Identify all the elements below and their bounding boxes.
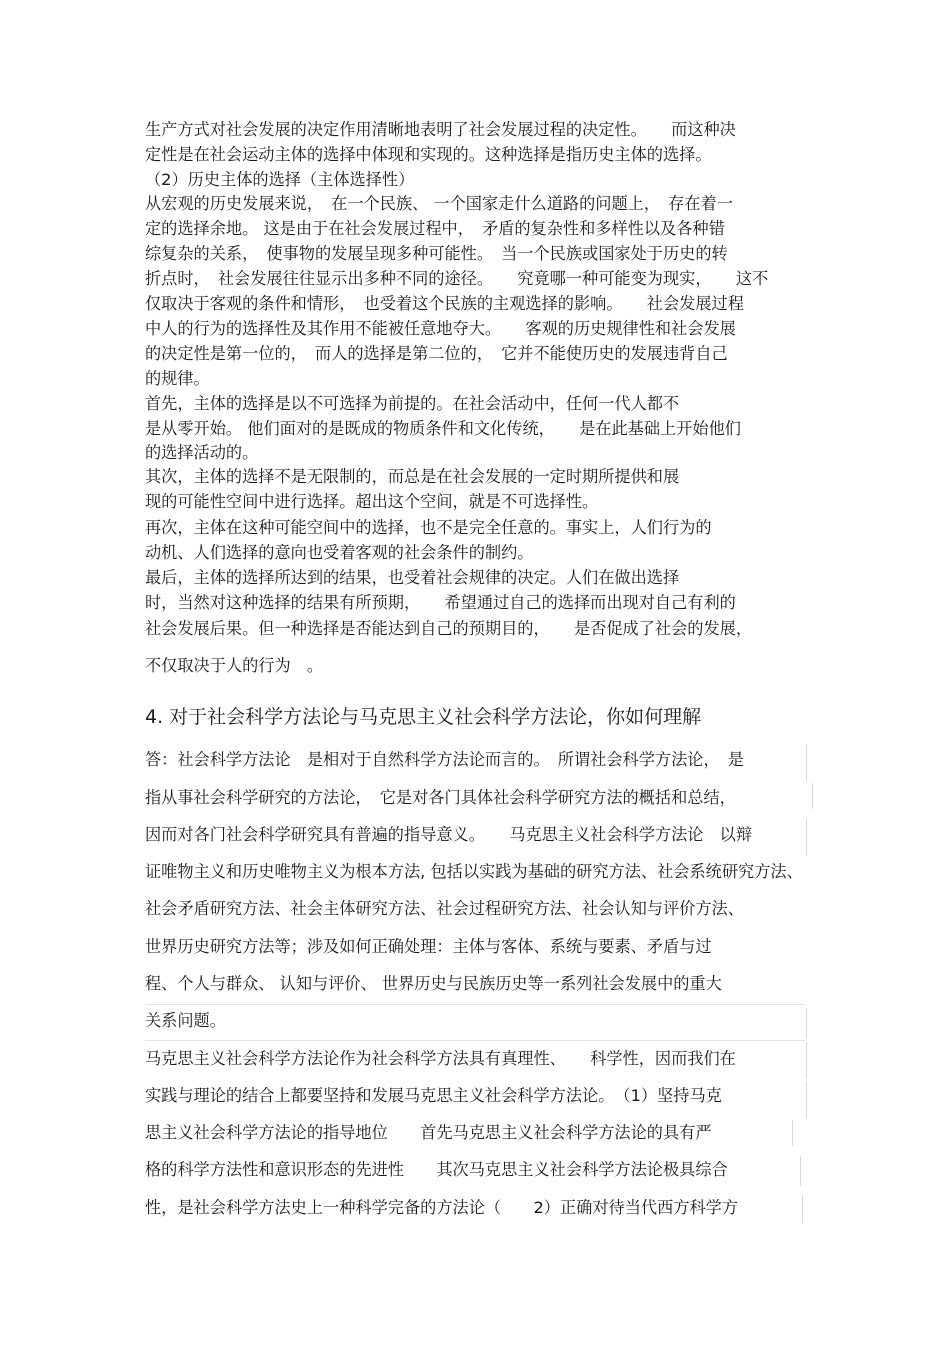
- table-border: [806, 820, 807, 856]
- text-line: 定性是在社会运动主体的选择中体现和实现的。这种选择是指历史主体的选择。: [145, 145, 712, 164]
- text-line: 首先，主体的选择是以不可选择为前提的。在社会活动中，任何一代人都不: [145, 394, 680, 413]
- text-line: 世界历史研究方法等；涉及如何正确处理：主体与客体、系统与要素、矛盾与过: [145, 937, 712, 956]
- text-line: 现的可能性空间中进行选择。超出这个空间，就是不可选择性。: [145, 492, 599, 511]
- text-line: 格的科学方法性和意识形态的先进性 其次马克思主义社会科学方法论极具综合: [145, 1160, 728, 1179]
- text-line: 的选择活动的。: [145, 443, 259, 462]
- text-line: 证唯物主义和历史唯物主义为根本方法, 包括以实践为基础的研究方法、社会系统研究方法、: [145, 862, 803, 881]
- table-border: [145, 1004, 805, 1005]
- table-border: [802, 1195, 803, 1223]
- text-line: 的决定性是第一位的， 而人的选择是第二位的， 它并不能使历史的发展违背自己: [145, 344, 728, 363]
- question-heading: 4. 对于社会科学方法论与马克思主义社会科学方法论，你如何理解: [145, 706, 702, 728]
- table-border: [806, 1042, 807, 1078]
- text-line: 不仅取决于人的行为 。: [145, 656, 324, 675]
- table-border: [812, 783, 813, 809]
- text-line: 动机、人们选择的意向也受着客观的社会条件的制约。: [145, 543, 534, 562]
- text-line: 仅取决于客观的条件和情形， 也受着这个民族的主观选择的影响。 社会发展过程: [145, 294, 744, 313]
- text-line: 答：社会科学方法论 是相对于自然科学方法论而言的。 所谓社会科学方法论， 是: [145, 750, 744, 769]
- text-line: 因而对各门社会科学研究具有普遍的指导意义。 马克思主义社会科学方法论 以辩: [145, 825, 753, 844]
- text-line: 实践与理论的结合上都要坚持和发展马克思主义社会科学方法论。 （1）坚持马克: [145, 1086, 722, 1105]
- text-line: 是从零开始。 他们面对的是既成的物质条件和文化传统， 是在此基础上开始他们: [145, 419, 741, 438]
- table-border: [145, 1040, 805, 1041]
- text-line: 马克思主义社会科学方法论作为社会科学方法具有真理性、 科学性，因而我们在: [145, 1049, 736, 1068]
- text-line: 社会矛盾研究方法、社会主体研究方法、社会过程研究方法、社会认知与评价方法、: [145, 899, 744, 918]
- text-line: 时，当然对这种选择的结果有所预期， 希望通过自己的选择而出现对自己有利的: [145, 593, 736, 612]
- text-line: 社会发展后果。但一种选择是否能达到自己的预期目的， 是否促成了社会的发展，: [145, 619, 753, 638]
- text-line: 从宏观的历史发展来说， 在一个民族、 一个国家走什么道路的问题上， 存在着一: [145, 194, 733, 213]
- table-border: [806, 744, 807, 780]
- text-line: 定的选择余地。 这是由于在社会发展过程中， 矛盾的复杂性和多样性以及各种错: [145, 219, 725, 238]
- table-border: [800, 1156, 801, 1186]
- text-line: 折点时， 社会发展往往显示出多种不同的途径。 究竟哪一种可能变为现实， 这不: [145, 269, 769, 288]
- text-line: 性，是社会科学方法史上一种科学完备的方法论（ 2）正确对待当代西方科学方: [145, 1198, 739, 1217]
- text-line: 最后，主体的选择所达到的结果，也受着社会规律的决定。人们在做出选择: [145, 568, 680, 587]
- text-line: 其次，主体的选择不是无限制的，而总是在社会发展的一定时期所提供和展: [145, 467, 680, 486]
- table-border: [806, 1082, 807, 1118]
- text-line: 的规律。: [145, 369, 210, 388]
- text-line: 指从事社会科学研究的方法论， 它是对各门具体社会科学研究方法的概括和总结，: [145, 788, 736, 807]
- table-border: [806, 1008, 807, 1038]
- text-line: 生产方式对社会发展的决定作用清晰地表明了社会发展过程的决定性。 而这种决: [145, 120, 736, 139]
- text-line: 再次，主体在这种可能空间中的选择，也不是完全任意的。事实上，人们行为的: [145, 518, 712, 537]
- table-border: [792, 1120, 793, 1146]
- text-line: 思主义社会科学方法论的指导地位 首先马克思主义社会科学方法论的具有严: [145, 1123, 712, 1142]
- text-line: 程、个人与群众、 认知与评价、 世界历史与民族历史等一系列社会发展中的重大: [145, 974, 722, 993]
- text-line: 中人的行为的选择性及其作用不能被任意地夺大。 客观的历史规律性和社会发展: [145, 319, 736, 338]
- subheading: （2）历史主体的选择（主体选择性）: [145, 170, 415, 189]
- text-line: 综复杂的关系， 使事物的发展呈现多种可能性。 当一个民族或国家处于历史的转: [145, 244, 728, 263]
- text-line: 关系问题。: [145, 1011, 226, 1030]
